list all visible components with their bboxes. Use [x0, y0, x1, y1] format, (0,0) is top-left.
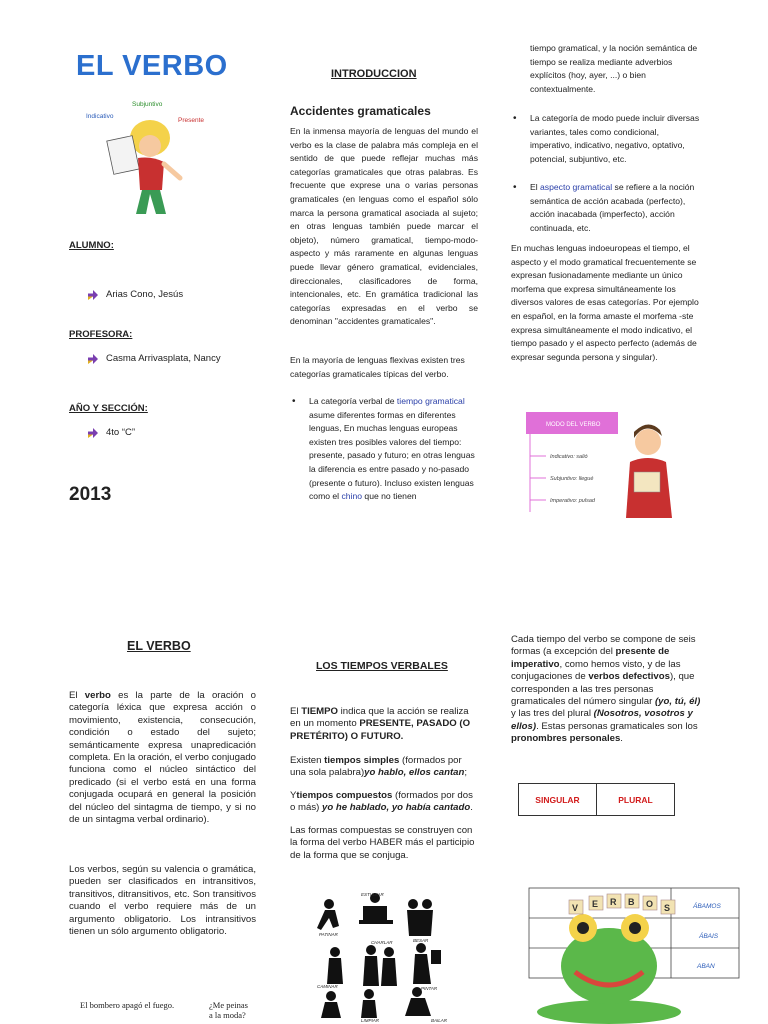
modo-item-imperativo: Imperativo: pulsad — [550, 498, 595, 504]
accidentes-paragraph: En la inmensa mayoría de lenguas del mundo el verbo es la clase de palabra más compleja en el sentido de que puede reflejar muchas más categorías gramaticales que otras palabras. Es frecuente que exprese una o varias personas gramaticales (en lenguas como el español sólo marca la persona gramatical asociada al sujeto; en otras lenguas también puede marcar el objeto), número gramatical, tiempo-modo-aspecto y más raramente en algunas lenguas puede llevar género gramatical, evidenciales, direccionales, clasificadores de forma, intencionales, etc. En gramática tradicional las categorías expresadas en el verbo se denominan "accidentes gramaticales". — [290, 126, 478, 327]
cartoon-label-subjuntivo: Subjuntivo — [132, 101, 163, 108]
people-label-besar: BESAR — [413, 938, 429, 943]
tiempo-list — [290, 395, 478, 504]
people-label-charlar: CHARLAR — [371, 940, 393, 945]
frog-letter-o: O — [646, 899, 654, 909]
aspecto-gramatical-link[interactable]: aspecto gramatical — [540, 182, 613, 192]
el-verbo-heading: EL VERBO — [127, 639, 191, 653]
seccion-value: 4to “C” — [106, 427, 136, 438]
alumno-label: ALUMNO: — [69, 240, 114, 251]
arrow-bullet-icon — [88, 354, 98, 364]
flexivas-paragraph: En la mayoría de lenguas flexivas existen tres categorías gramaticales típicas del verbo. — [290, 355, 465, 379]
intro-heading: INTRODUCCION — [331, 68, 417, 80]
chino-link[interactable]: chino — [341, 491, 363, 502]
frog-table-aban: ABAN — [697, 963, 715, 970]
arrow-bullet-icon — [88, 428, 98, 438]
singular-cell: SINGULAR — [519, 784, 597, 816]
tiempos-compuestos-paragraph: Ytiempos compuestos (formados por dos o más) yo he hablado, yo había cantado. — [290, 790, 473, 814]
modo-title: MODO DEL VERBO — [546, 422, 601, 428]
modo-list-item: • La categoría de modo puede incluir diversas variantes, tales como condicional, imperativo, indicativo, negativo, optativo, potencial, subjuntivo, etc. — [511, 112, 701, 166]
frog-letter-b: B — [628, 897, 635, 907]
aspecto-list — [511, 181, 701, 235]
tiempos-verbales-heading: LOS TIEMPOS VERBALES — [316, 660, 448, 672]
modo-item-subjuntivo: Subjuntivo: llegué — [550, 476, 594, 482]
people-label-pintar: PINTAR — [421, 986, 438, 991]
tiempos-simples-paragraph: Existen tiempos simples (formados por una sola palabra)yo hablo, ellos cantan; — [290, 755, 468, 779]
formas-compuestas-paragraph: Las formas compuestas se construyen con la forma del verbo HABER más el participio de la forma que se conjuga. — [290, 825, 475, 861]
frog-letter-s: S — [664, 903, 671, 913]
seccion-row — [88, 427, 135, 438]
seis-formas-paragraph: Cada tiempo del verbo se compone de seis formas (a excepción del presente de imperativo, como hemos visto, y de las conjugaciones de verbos defectivos), que corresponden a las tres personas gramaticales del número singular (yo, tú, él) y las tres del plural (Nosotros, vosotros y ellos). Estas personas gramaticales son los pronombres personales. — [511, 634, 701, 745]
people-label-estudiar: ESTUDIAR — [361, 892, 384, 897]
aspecto-list-item: • El aspecto gramatical se refiere a la noción semántica de acción acabada (perfecto), acción inacabada (imperfecto), acción continuada, etc. — [511, 181, 701, 235]
arrow-bullet-icon — [88, 290, 98, 300]
cartoon-label-indicativo: Indicativo — [86, 113, 114, 120]
frog-table-abamos: ÁBAMOS — [693, 903, 721, 910]
profesora-row — [88, 353, 221, 364]
tiempo-list-item: • La categoría verbal de tiempo gramatical asume diferentes formas en diferentes lenguas, En muchas lenguas europeas existen tres posibles valores del tiempo: presente, pasado y futuro; en otras lenguas la diferencia es entre pasado y no-pasado (presente o futuro). Incluso existen lenguas como el chino que no tienen — [290, 395, 478, 504]
caption-bombero: El bombero apagó el fuego. — [80, 1000, 175, 1010]
profesora-label: PROFESORA: — [69, 329, 133, 340]
year: 2013 — [69, 484, 112, 505]
document-title: EL VERBO — [76, 50, 228, 82]
tiempo-continuation: tiempo gramatical, y la noción semántica de tiempo se realiza mediante adverbios explícitos (hoy, ayer, ...) o bien contextualmente. — [530, 43, 698, 94]
child-cartoon-illustration — [82, 98, 214, 218]
plural-cell: PLURAL — [597, 784, 675, 816]
people-label-caminar: CAMINAR — [317, 984, 338, 989]
people-label-patinar: PATINAR — [319, 932, 338, 937]
frog-letter-v: V — [572, 903, 579, 913]
indoeuropeas-paragraph: En muchas lenguas indoeuropeas el tiempo, el aspecto y el modo gramatical frecuentemente se expresan fusionadamente mediante un único morfema que expresa simultáneamente los diversos valores de esas categorías. Por ejemplo en español, en la forma amaste el morfema -ste expresa simultáneamente el modo indicativo, el tiempo pasado y el aspecto perfecto (además de expresar segunda persona y singular). — [511, 243, 699, 362]
people-label-limpiar: LIMPIAR — [361, 1018, 380, 1023]
singular-plural-table — [518, 783, 675, 816]
alumno-name: Arias Cono, Jesús — [106, 289, 184, 300]
verbo-valencia-paragraph: Los verbos, según su valencia o gramática, pueden ser clasificados en intransitivos, transitivos, ditransitivos, etc. Son transitivos cuando el verbo requiere más de un argumento obligatorio. Los intransitivos tienen un sólo argumento obligatorio. — [69, 864, 256, 938]
seccion-label: AÑO Y SECCIÓN: — [69, 403, 148, 414]
modo-del-verbo-illustration — [526, 408, 682, 520]
frog-table-abais: ÁBAIS — [699, 933, 719, 940]
caption-peinas: ¿Me peinas a la moda? — [209, 1000, 248, 1020]
verbos-frog-illustration — [525, 886, 741, 1024]
tiempo-gramatical-link[interactable]: tiempo gramatical — [396, 396, 465, 406]
modo-list — [511, 112, 701, 166]
alumno-row — [88, 289, 183, 300]
cartoon-label-presente: Presente — [178, 117, 205, 124]
frog-letter-e: E — [592, 899, 599, 909]
modo-item-indicativo: Indicativo: salió — [550, 454, 588, 460]
profesora-name: Casma Arrivasplata, Nancy — [106, 353, 221, 364]
frog-letter-r: R — [610, 897, 617, 907]
action-verbs-silhouettes — [313, 890, 453, 1024]
people-label-bailar: BAILAR — [431, 1018, 448, 1023]
accidentes-heading: Accidentes gramaticales — [290, 104, 431, 118]
verbo-definition-paragraph: El verbo es la parte de la oración o categoría léxica que expresa acción o movimiento, existencia, consecución, condición o estado del sujeto; semánticamente expresa unapredicación completa. En la oración, el verbo conjugado funciona como el núcleo sintáctico del predicado (si el verbo está en una forma conjugada ocupará en general la posición del núcleo del sintagma de tiempo, y si no de un sintagma verbal ordinario). — [69, 690, 256, 826]
tiempo-paragraph: El TIEMPO indica que la acción se realiza en un momento PRESENTE, PASADO (O PRETÉRITO) O FUTURO. — [290, 706, 471, 742]
